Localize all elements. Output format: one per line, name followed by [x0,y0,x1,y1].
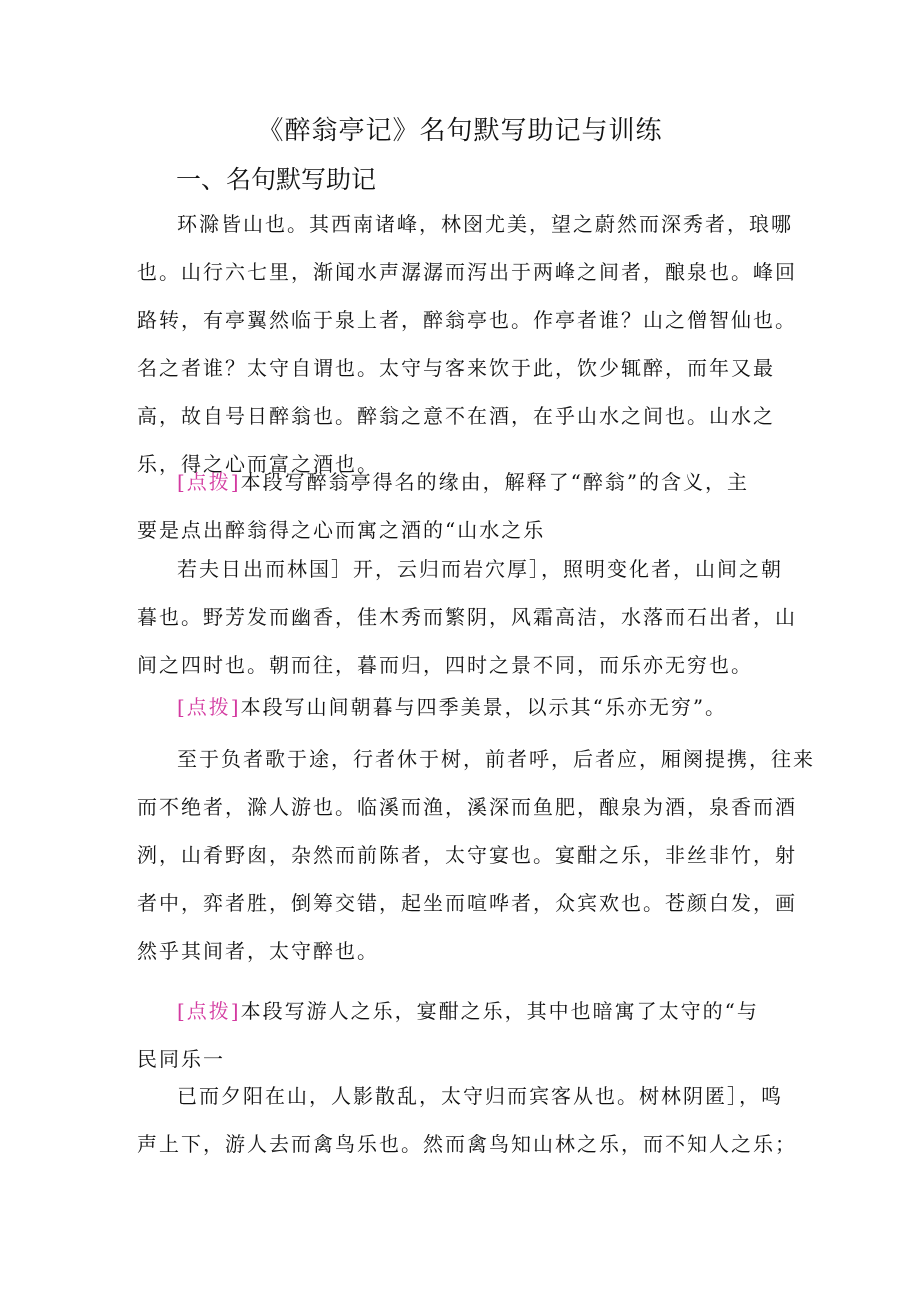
text-line: 暮也。野芳发而幽香，佳木秀而繁阴，风霜高洁，水落而石出者，山 [137,605,797,629]
note-line [137,987,797,1035]
paragraph-4 [137,1072,797,1168]
paragraph-1 [137,200,797,488]
text-line: 环滁皆山也。其西南诸峰，林囹尤美，望之蔚然而深秀者，琅哪 [177,212,793,236]
text-line: 者中，弈者胜，倒筹交错，起坐而喧哗者，众宾欢也。苍颜白发，画 [137,891,797,915]
note-tag: [点拨] [177,695,241,719]
note-tag: [点拨] [177,999,241,1023]
text-line: 乐，得之心而富之酒也。 [137,452,379,476]
note-line: 要是点出醉翁得之心而寓之酒的“山水之乐 [137,518,546,542]
note-line [137,458,797,506]
note-text: 本段写山间朝暮与四季美景，以示其“乐亦无穷”。 [240,695,728,719]
text-line: 至于负者歌于途，行者休于树，前者呼，后者应，厢阕提携，往来 [177,747,815,771]
note-text: 本段写游人之乐，宴酣之乐，其中也暗寓了太守的“与 [240,999,759,1023]
text-line: 然乎其间者，太守醉也。 [137,939,379,963]
text-line: 声上下，游人去而禽鸟乐也。然而禽鸟知山林之乐，而不知人之乐； [137,1132,797,1156]
text-line: 也。山行六七里，渐闻水声潺潺而泻出于两峰之间者，酿泉也。峰回 [137,260,797,284]
note-2 [137,683,797,731]
note-3 [137,987,797,1083]
text-line: 洌，山肴野囱，杂然而前陈者，太守宴也。宴酣之乐，非丝非竹，射 [137,843,797,867]
note-line: 民同乐一 [137,1047,225,1071]
note-text: 本段写醉翁亭得名的缘由，解释了“醉翁”的含义，主 [240,470,750,494]
text-line: 间之四时也。朝而往，暮而归，四时之景不同，而乐亦无穷也。 [137,653,753,677]
paragraph-2 [137,545,797,689]
text-line: 名之者谁？太守自谓也。太守与客来饮于此，饮少辄醉，而年又最 [137,356,775,380]
text-line: 若夫日出而林国］开，云归而岩穴厚］，照明变化者，山间之朝 [177,557,783,581]
paragraph-3 [137,735,815,975]
section-heading: 一、名句默写助记 [176,165,377,194]
text-line: 路转，有亭翼然临于泉上者，醉翁亭也。作亭者谁？山之僧智仙也。 [137,308,797,332]
note-line [137,683,797,731]
text-line: 而不绝者，滁人游也。临溪而渔，溪深而鱼肥，酿泉为酒，泉香而酒 [137,795,797,819]
text-line: 高，故自号日醉翁也。醉翁之意不在酒，在乎山水之间也。山水之 [137,404,775,428]
document-title: 《醉翁亭记》名句默写助记与训练 [257,116,663,146]
text-line: 已而夕阳在山，人影散乱，太守归而宾客从也。树林阴匿］，鸣 [177,1084,783,1108]
note-tag: [点拨] [177,470,241,494]
note-1 [137,458,797,554]
